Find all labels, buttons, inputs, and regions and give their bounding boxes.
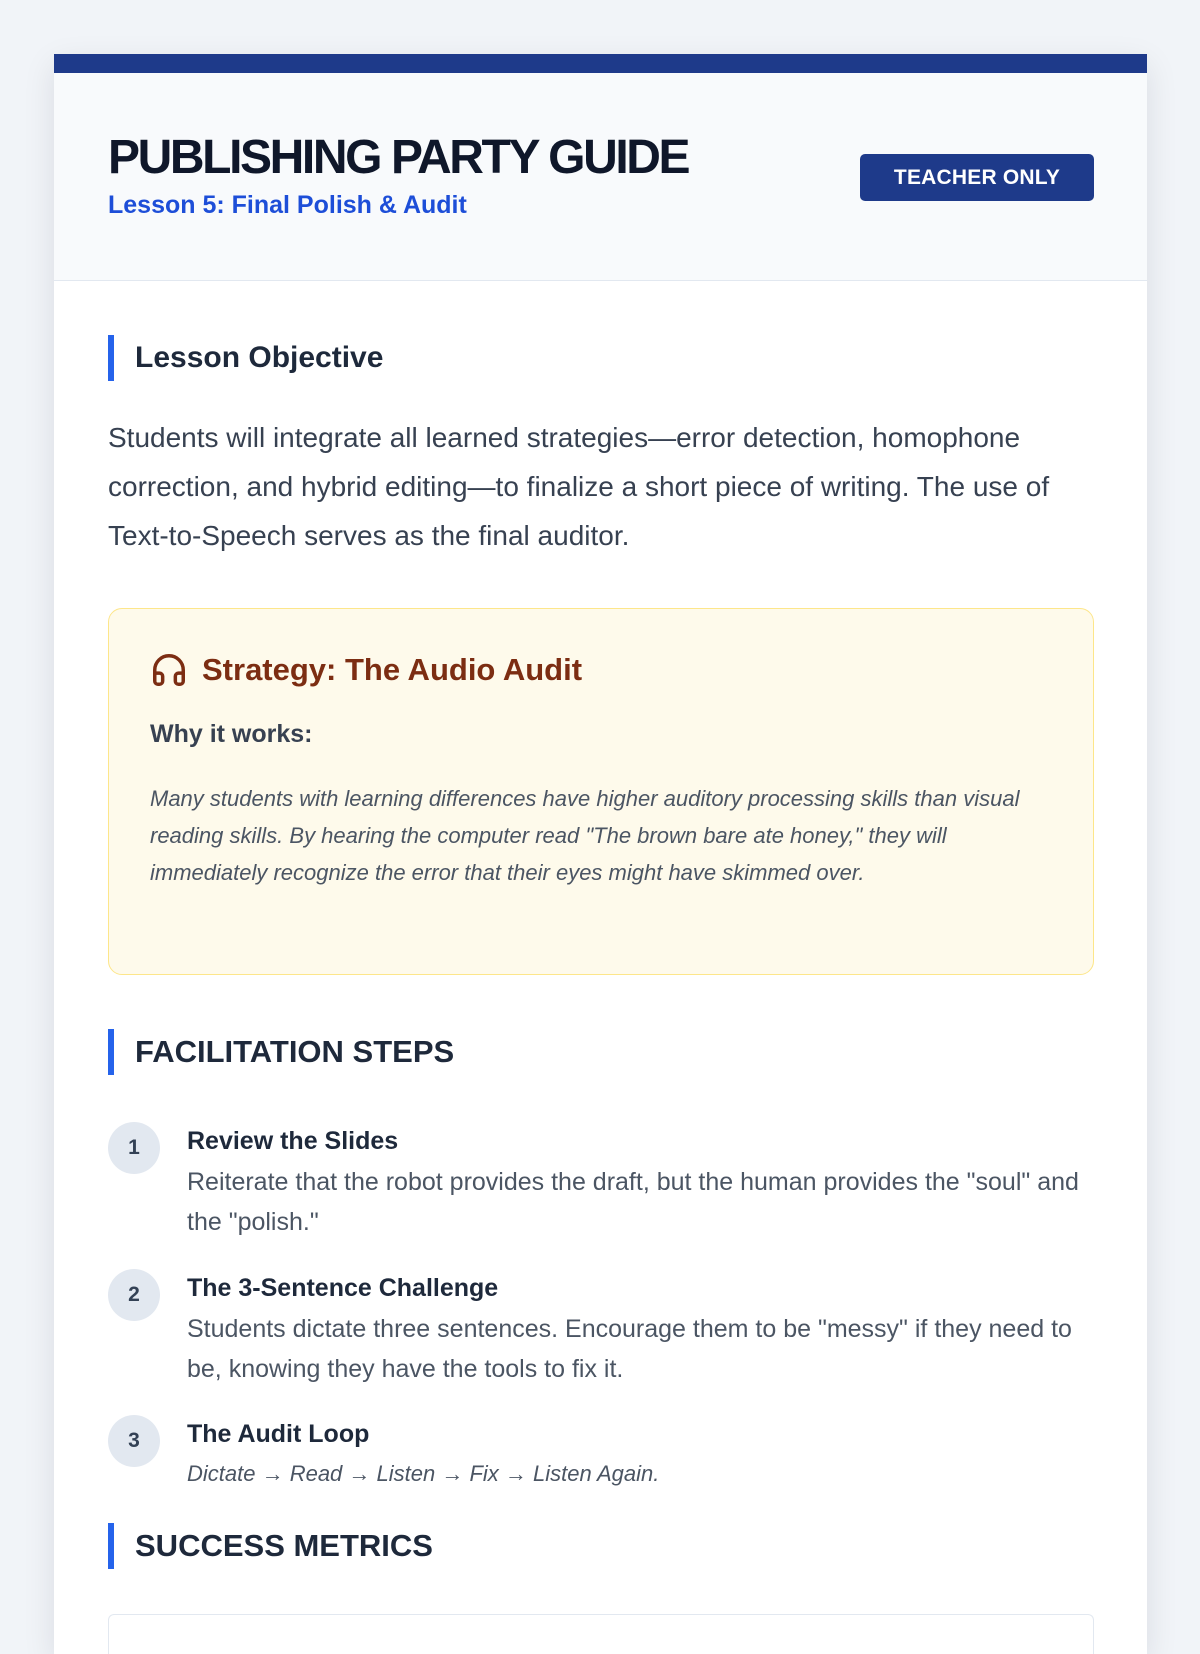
lesson-guide-card — [54, 54, 1147, 1654]
step-title: The Audit Loop — [187, 1420, 370, 1448]
strategy-title-row — [150, 651, 582, 689]
step-description: Dictate → Read → Listen → Fix → Listen Again. — [187, 1461, 660, 1486]
facilitation-steps-heading: FACILITATION STEPS — [108, 1029, 454, 1075]
objective-text: Students will integrate all learned strategies—error detection, homophone correction, and hybrid editing—to finalize a short piece of writing. The use of Text-to-Speech serves as the final auditor. — [108, 422, 1050, 551]
why-it-works-text: Many students with learning differences have higher auditory processing skills than visual reading skills. By hearing the computer read "The brown bare ate honey," they will immediately recognize the error that their eyes might have skimmed over. — [150, 786, 1020, 885]
teacher-only-badge: TEACHER ONLY — [860, 154, 1094, 201]
step-title: Review the Slides — [187, 1127, 399, 1155]
objective-heading: Lesson Objective — [108, 335, 383, 381]
step-description: Students dictate three sentences. Encourage them to be "messy" if they need to be, knowing they have the tools to fix it. — [187, 1315, 1072, 1383]
page-title: PUBLISHING PARTY GUIDE — [108, 131, 689, 184]
step-number-badge: 2 — [108, 1269, 160, 1321]
step-number-badge: 1 — [108, 1122, 160, 1174]
guide-header — [54, 73, 1147, 281]
why-it-works-label: Why it works: — [150, 720, 313, 748]
step-description: Reiterate that the robot provides the draft, but the human provides the "soul" and the "polish." — [187, 1168, 1079, 1236]
lesson-subtitle: Lesson 5: Final Polish & Audit — [108, 191, 467, 219]
step-title: The 3-Sentence Challenge — [187, 1274, 499, 1302]
strategy-title: Strategy: The Audio Audit — [202, 652, 583, 687]
step-number-badge: 3 — [108, 1415, 160, 1467]
headphones-icon — [150, 651, 188, 689]
metrics-table — [108, 1614, 1094, 1654]
strategy-callout — [108, 608, 1094, 975]
success-metrics-heading: SUCCESS METRICS — [108, 1523, 433, 1569]
